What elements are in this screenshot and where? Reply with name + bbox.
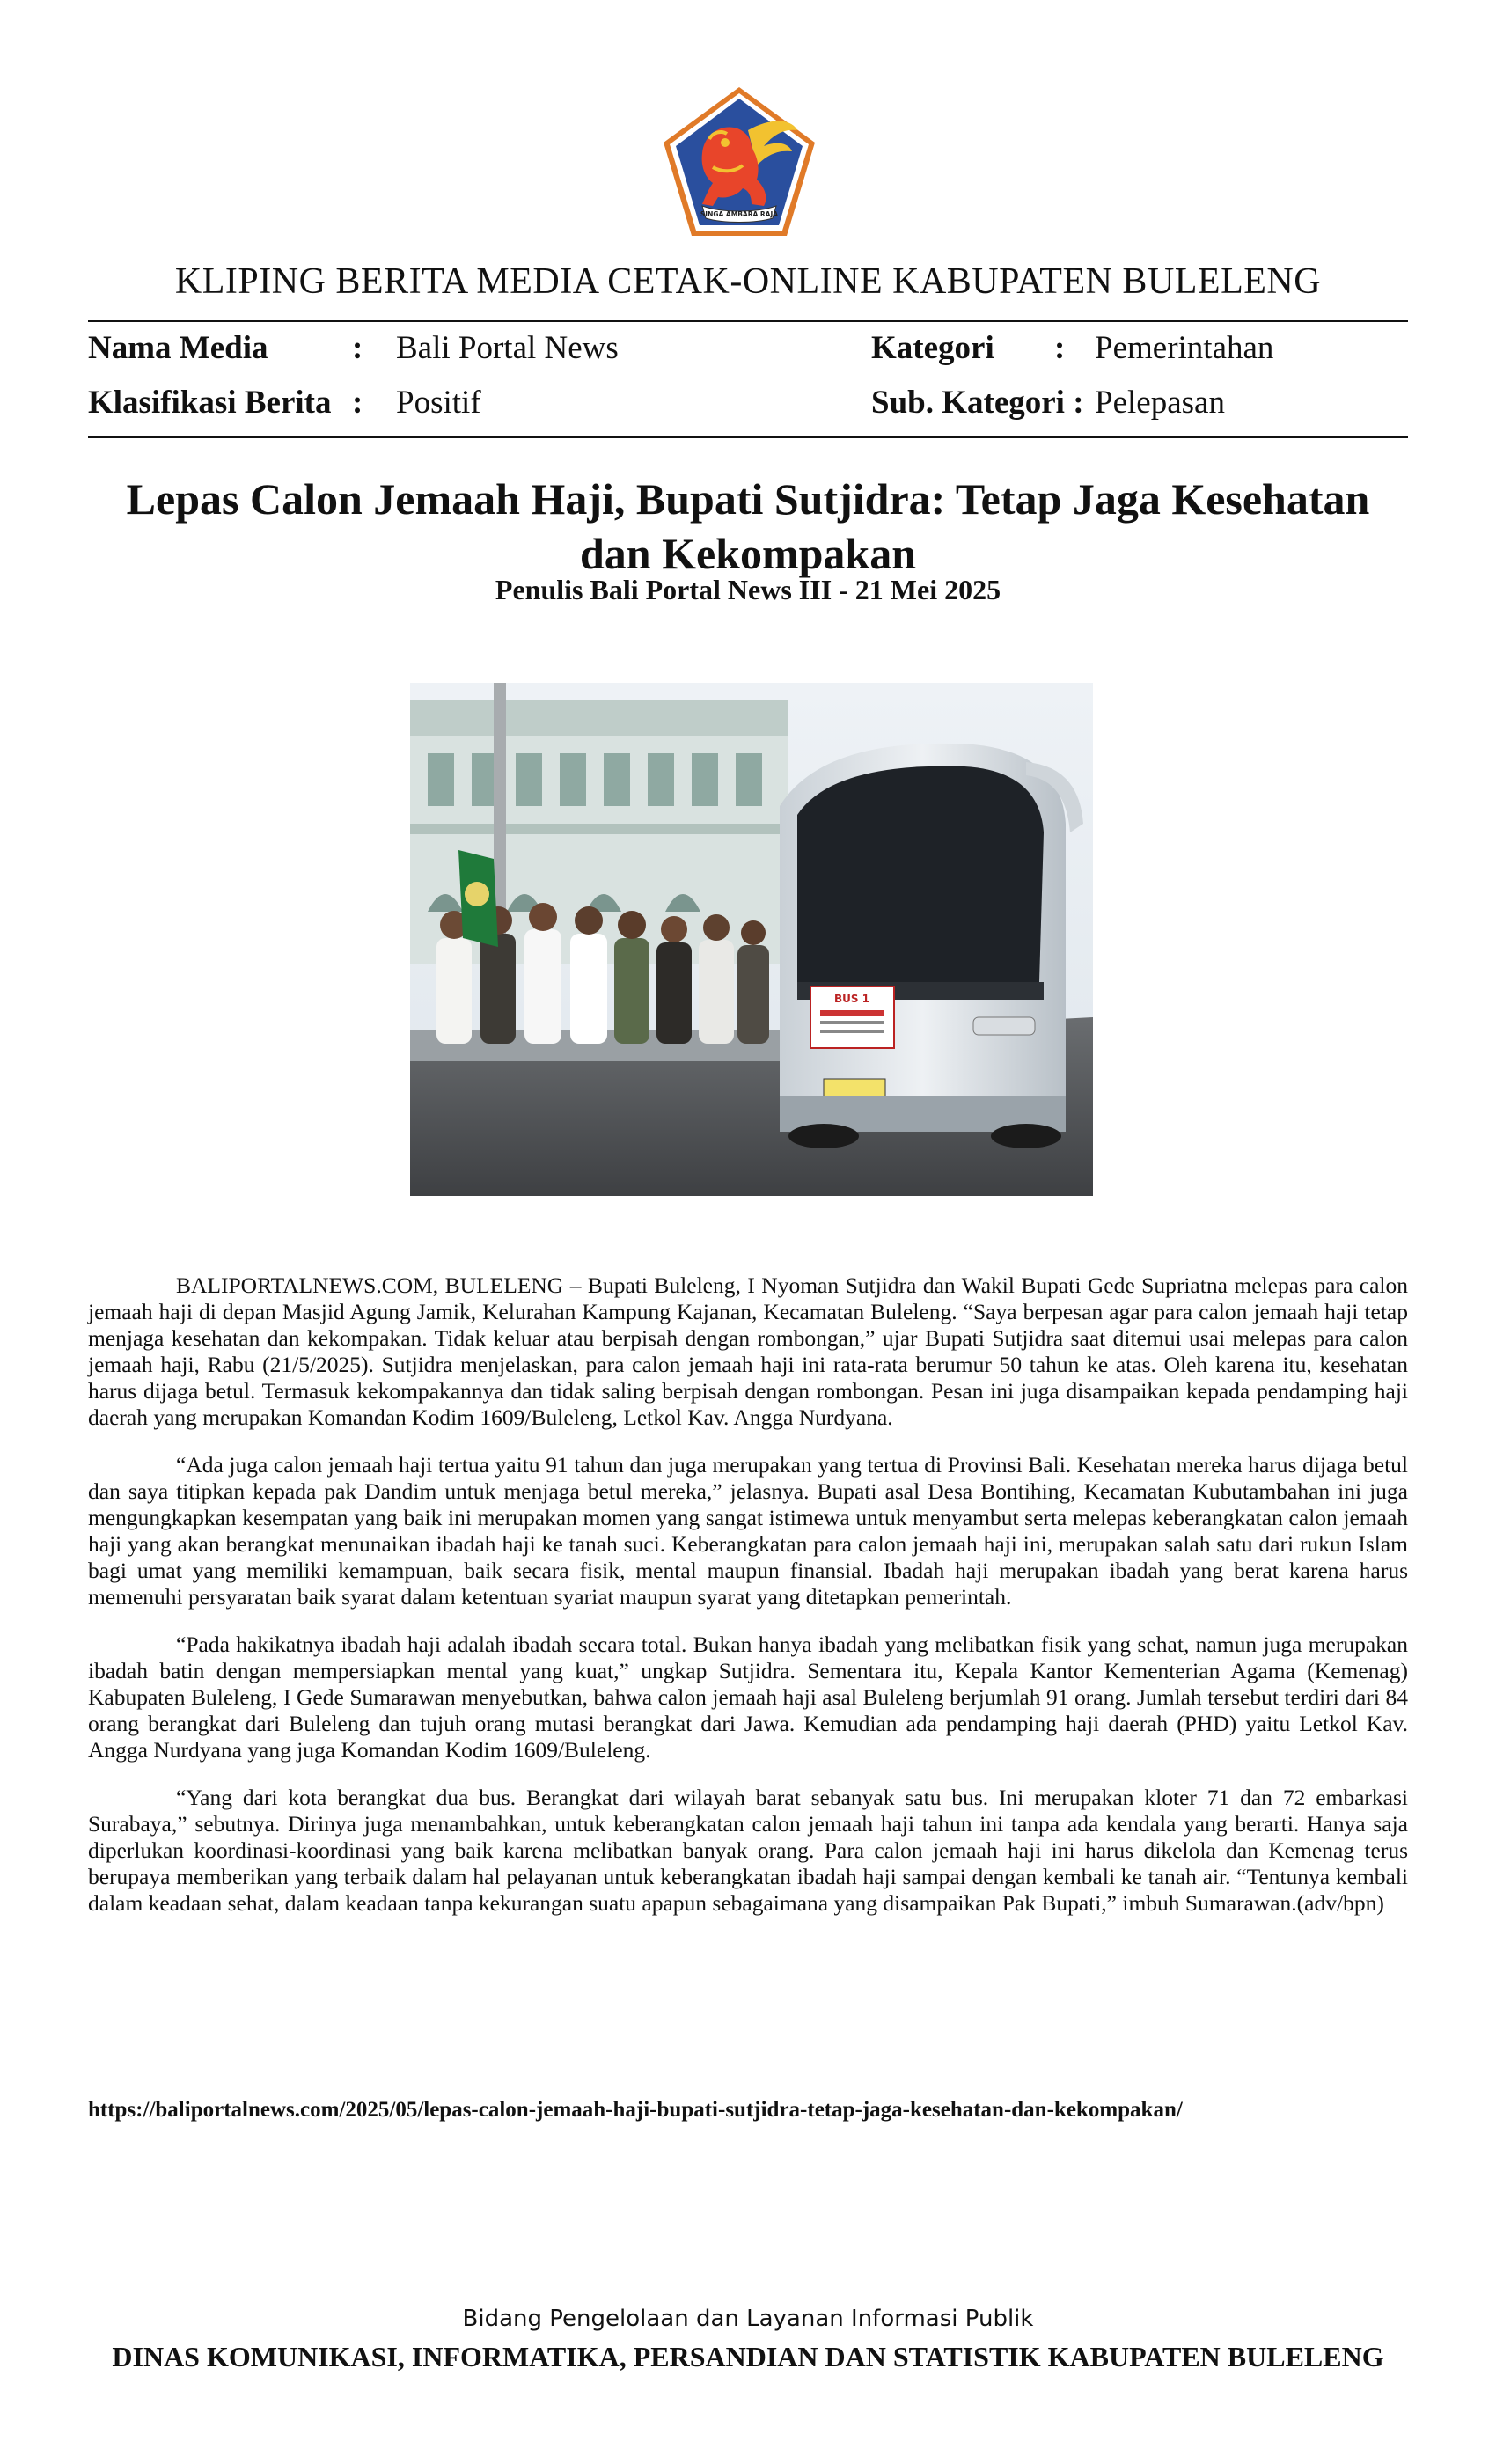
kategori-separator: : bbox=[1054, 330, 1066, 366]
bus-sign-text: BUS 1 bbox=[833, 993, 870, 1005]
article-paragraph-2: “Ada juga calon jemaah haji tertua yaitu 91 tahun dan juga merupakan yang tertua di Provinsi Bali. Kesehatan mereka harus dijaga betul dan saya titipkan kepada pak Dandim untuk menjaga betul mereka,” jelasnya. Bupati asal Desa Bontihing, Kecamatan Kubutambahan ini juga mengungkapkan kesempatan yang baik ini merupakan momen yang sangat istimewa untuk menyambut serta melepas keberangkatan calon jemaah haji yang akan berangkat menunaikan ibadah haji ke tanah suci. Keberangkatan para calon jemaah haji ini, merupakan salah satu dari rukun Islam bagi umat yang memiliki kemampuan, baik secara fisik, mental maupun finansial. Ibadah haji merupakan ibadah yang berat karena harus memenuhi persyaratan baik syarat dalam ketentuan syariat maupun syarat yang ditetapkan pemerintah. bbox=[88, 1452, 1408, 1610]
clipping-header-title: KLIPING BERITA MEDIA CETAK-ONLINE KABUPATEN BULELENG bbox=[174, 261, 1322, 302]
header-top-rule bbox=[88, 320, 1408, 322]
nama-media-value: Bali Portal News bbox=[396, 330, 619, 366]
article-title: Lepas Calon Jemaah Haji, Bupati Sutjidra: Tetap Jaga Kesehatan dan Kekompakan bbox=[126, 474, 1370, 578]
article-paragraph-3: “Pada hakikatnya ibadah haji adalah ibadah secara total. Bukan hanya ibadah yang melibatkan fisik yang sehat, namun juga merupakan ibadah batin dengan mempersiapkan mental yang kuat,” ungkap Sutjidra. Sementara itu, Kepala Kantor Kementerian Agama (Kemenag) Kabupaten Buleleng, I Gede Sumarawan menyebutkan, bahwa calon jemaah haji asal Buleleng berjumlah 91 orang. Jumlah tersebut terdiri dari 84 orang berangkat dari Buleleng dan tujuh orang mutasi berangkat dari Jawa. Kemudian ada pendamping haji daerah (PHD) yaitu Letkol Kav. Angga Nurdyana yang juga Komandan Kodim 1609/Buleleng. bbox=[88, 1632, 1408, 1763]
article-byline: Penulis Bali Portal News III - 21 Mei 2025 bbox=[495, 574, 1001, 605]
bus-departure-photo bbox=[410, 683, 1093, 1196]
buleleng-crest-logo bbox=[660, 84, 818, 239]
sub-kategori-label: Sub. Kategori : bbox=[871, 385, 1084, 421]
meta-row-2 bbox=[88, 384, 1408, 428]
article-body bbox=[88, 1272, 1408, 1938]
article-paragraph-1: BALIPORTALNEWS.COM, BULELENG – Bupati Buleleng, I Nyoman Sutjidra dan Wakil Bupati Gede Supriatna melepas para calon jemaah haji di depan Masjid Agung Jamik, Kelurahan Kampung Kajanan, Kecamatan Buleleng. “Saya berpesan agar para calon jemaah haji tetap menjaga kesehatan dan kekompakan. Tidak keluar atau berpisah dengan rombongan,” ujar Bupati Sutjidra saat ditemui usai melepas para calon jemaah haji, Rabu (21/5/2025). Sutjidra menjelaskan, para calon jemaah haji ini rata-rata berumur 50 tahun ke atas. Oleh karena itu, kesehatan harus dijaga betul. Termasuk kekompakannya dan tidak saling berpisah dengan rombongan. Pesan ini juga disampaikan kepada pendamping haji daerah yang merupakan Komandan Kodim 1609/Buleleng, Letkol Kav. Angga Nurdyana. bbox=[88, 1272, 1408, 1430]
header-bottom-rule bbox=[88, 436, 1408, 438]
buleleng-regency-crest-icon bbox=[660, 84, 818, 239]
sub-kategori-value: Pelepasan bbox=[1095, 385, 1225, 421]
kategori-value: Pemerintahan bbox=[1095, 330, 1274, 366]
source-url-link[interactable]: https://baliportalnews.com/2025/05/lepas-calon-jemaah-haji-bupati-sutjidra-tetap-jaga-kesehatan-dan-kekompakan/ bbox=[88, 2098, 1183, 2122]
klasifikasi-label: Klasifikasi Berita bbox=[88, 385, 332, 421]
footer-agency: DINAS KOMUNIKASI, INFORMATIKA, PERSANDIAN DAN STATISTIK KABUPATEN BULELENG bbox=[112, 2341, 1384, 2372]
kategori-label: Kategori bbox=[871, 330, 994, 366]
nama-media-separator: : bbox=[352, 330, 363, 366]
klasifikasi-value: Positif bbox=[396, 385, 481, 421]
klasifikasi-separator: : bbox=[352, 385, 363, 421]
footer-department: Bidang Pengelolaan dan Layanan Informasi Publik bbox=[462, 2306, 1034, 2332]
article-photo bbox=[410, 683, 1093, 1196]
meta-row-1 bbox=[88, 329, 1408, 373]
article-paragraph-4: “Yang dari kota berangkat dua bus. Berangkat dari wilayah barat sebanyak satu bus. Ini merupakan kloter 71 dan 72 embarkasi Surabaya,” sebutnya. Dirinya juga menambahkan, untuk keberangkatan calon jemaah haji tahun ini tanpa ada kendala yang berarti. Hanya saja diperlukan koordinasi-koordinasi yang baik karena melibatkan banyak orang. Para calon jemaah haji ini harus dikelola dan Kemenag terus berupaya memberikan yang terbaik dalam hal pelayanan untuk keberangkatan ibadah haji sampai dengan kembali ke tanah air. “Tentunya kembali dalam keadaan sehat, dalam keadaan tanpa kekurangan suatu apapun sebagaimana yang disampaikan Pak Bupati,” imbuh Sumarawan.(adv/bpn) bbox=[88, 1785, 1408, 1916]
crest-motto-text: SINGA AMBARA RAJA bbox=[700, 210, 779, 218]
nama-media-label: Nama Media bbox=[88, 330, 268, 366]
